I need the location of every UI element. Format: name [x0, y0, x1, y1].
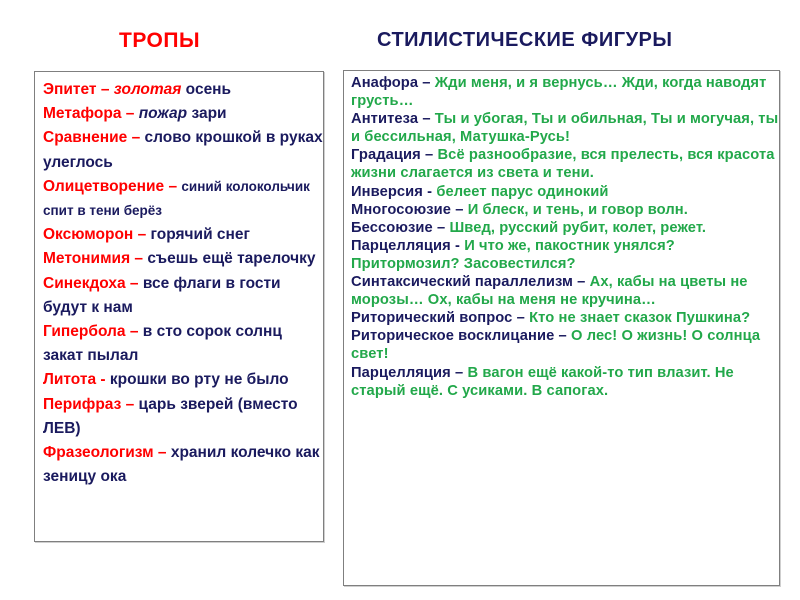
trope-term: Гипербола — [43, 323, 126, 341]
trope-example: синий колокольчик спит в тени берёз — [43, 178, 310, 219]
figure-syntactic-parallelism — [351, 273, 779, 309]
figures-heading: СТИЛИСТИЧЕСКИЕ ФИГУРЫ — [377, 29, 673, 51]
figure-separator: – — [432, 219, 450, 236]
trope-epithet — [43, 78, 323, 102]
figure-separator: - — [422, 183, 437, 200]
figure-separator: – — [554, 328, 572, 345]
trope-example: крошки во рту не было — [109, 371, 289, 389]
figure-example: Ах, кабы на цветы не морозы… Ох, кабы на меня не кручина… — [351, 274, 748, 309]
trope-term: Эпитет — [43, 81, 97, 98]
trope-synecdoche — [43, 272, 323, 320]
trope-hyperbole — [43, 320, 323, 368]
figure-separator: – — [450, 364, 468, 381]
figure-example: Ты и убогая, Ты и обильная, Ты и могучая, ты и бессильная, Матушка-Русь! — [351, 111, 779, 146]
figure-example: Кто не знает сказок Пушкина? — [529, 310, 751, 327]
trope-separator: – — [127, 129, 145, 147]
trope-comparison — [43, 126, 323, 174]
trope-separator: – — [164, 177, 182, 195]
figure-term: Риторический вопрос — [351, 310, 513, 327]
figure-example: В вагон ещё какой-то тип влазит. Не старый ещё. С усиками. В сапогах. — [351, 364, 734, 399]
figure-parcellation — [351, 237, 779, 273]
trope-separator: – — [153, 444, 171, 462]
trope-example: слово крошкой в руках улеглось — [43, 129, 323, 171]
trope-example: горячий снег — [150, 226, 250, 244]
trope-term: Перифраз — [43, 395, 122, 413]
tropes-heading: ТРОПЫ — [119, 29, 201, 52]
trope-separator: – — [121, 105, 139, 123]
trope-separator: – — [96, 81, 114, 98]
figure-term: Инверсия — [351, 183, 423, 200]
trope-term: Фразеологизм — [43, 444, 154, 462]
figure-separator: - — [450, 237, 465, 254]
trope-example: съешь ещё тарелочку — [147, 250, 316, 268]
trope-separator: – — [121, 395, 139, 413]
trope-term: Метонимия — [43, 250, 131, 268]
trope-separator: – — [125, 323, 143, 341]
figure-rhetorical-exclamation — [351, 327, 779, 363]
figure-term: Риторическое восклицание — [351, 328, 555, 345]
trope-metaphor — [43, 102, 323, 126]
trope-metonymy — [43, 247, 323, 271]
figure-antithesis — [351, 110, 779, 146]
figure-example: Жди меня, и я вернусь… Жди, когда наводят грусть… — [351, 75, 767, 110]
trope-example: осень — [181, 81, 232, 98]
trope-term: Литота — [43, 371, 97, 389]
figure-separator: – — [512, 310, 530, 327]
tropes-box — [34, 71, 324, 542]
trope-separator: – — [130, 250, 148, 268]
trope-example: зари — [187, 105, 227, 123]
figure-polysyndeton — [351, 201, 779, 219]
figure-term: Бессоюзие — [351, 219, 433, 236]
trope-example: все флаги в гости будут к нам — [43, 274, 281, 316]
figure-anaphora — [351, 74, 779, 110]
trope-litotes — [43, 368, 323, 392]
figure-example: Всё разнообразие, вся прелесть, вся красота жизни слагается из света и тени. — [351, 147, 775, 182]
trope-example: хранил колечко как зеницу ока — [43, 444, 320, 486]
figure-parcellation-2 — [351, 364, 779, 400]
figure-example: белеет парус одинокий — [436, 183, 609, 200]
trope-example: в сто сорок солнц закат пылал — [43, 323, 282, 365]
figure-term: Парцелляция — [351, 364, 451, 381]
trope-term: Олицетворение — [43, 177, 165, 195]
trope-term: Оксюморон — [43, 226, 134, 244]
trope-example: царь зверей (вместо ЛЕВ) — [43, 395, 298, 437]
trope-separator: – — [133, 226, 151, 244]
figure-separator: – — [420, 147, 438, 164]
trope-term: Сравнение — [43, 129, 128, 147]
figure-separator: – — [418, 75, 435, 91]
trope-example-italic: золотая — [113, 81, 182, 98]
figure-gradation — [351, 146, 779, 182]
figure-example: О лес! О жизнь! О солнца свет! — [351, 328, 761, 363]
figure-term: Антитеза — [351, 111, 419, 128]
figure-inversion — [351, 183, 779, 201]
figure-example: Швед, русский рубит, колет, режет. — [449, 219, 707, 236]
trope-term: Метафора — [43, 105, 122, 123]
figure-rhetorical-question — [351, 309, 779, 327]
figure-term: Градация — [351, 147, 421, 164]
trope-phraseologism — [43, 441, 323, 489]
figure-separator: – — [572, 274, 590, 291]
trope-periphrasis — [43, 393, 323, 441]
figure-separator: – — [451, 201, 468, 218]
figure-term: Парцелляция — [351, 237, 451, 254]
figure-example: И блеск, и тень, и говор волн. — [467, 201, 688, 218]
figure-term: Анафора — [351, 75, 419, 91]
trope-term: Синекдоха — [43, 274, 126, 292]
trope-example-italic: пожар — [138, 105, 188, 123]
figure-term: Многосоюзие — [351, 201, 452, 218]
figures-box — [343, 70, 780, 586]
trope-separator: - — [96, 371, 110, 389]
figure-asyndeton — [351, 219, 779, 237]
trope-separator: – — [125, 274, 143, 292]
figure-separator: – — [418, 111, 435, 128]
trope-personification — [43, 175, 323, 223]
figure-term: Синтаксический параллелизм — [351, 274, 573, 291]
trope-oxymoron — [43, 223, 323, 247]
figure-example: И что же, пакостник унялся? Притормозил? Засовестился? — [351, 237, 675, 272]
